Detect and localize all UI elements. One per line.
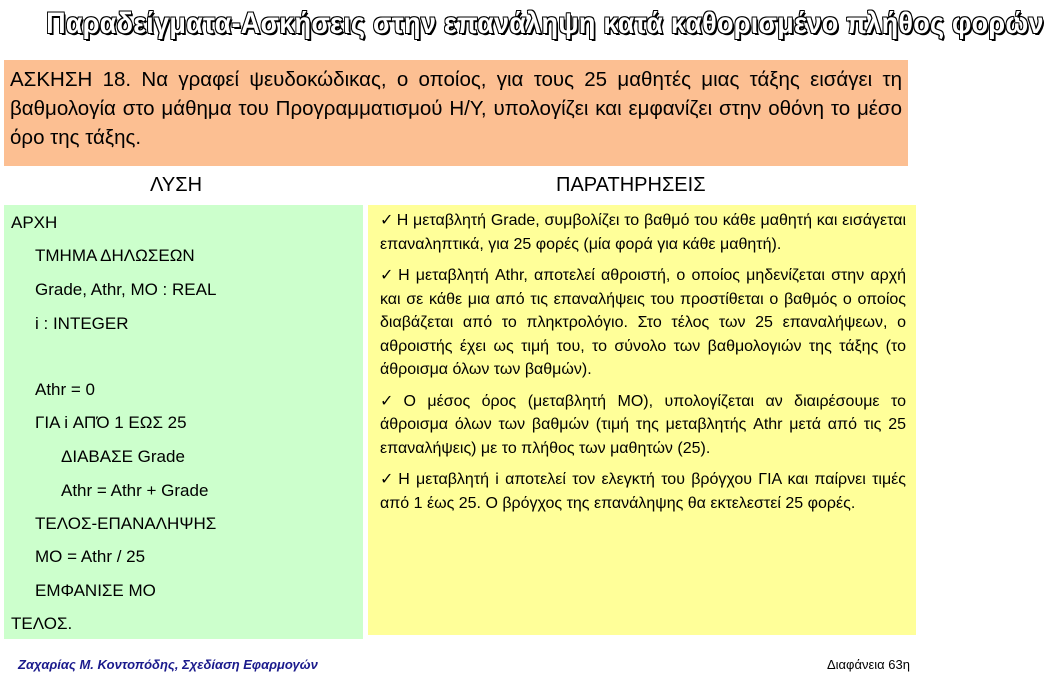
checkmark-icon: ✓ <box>380 471 396 488</box>
code-line: ΔΙΑΒΑΣΕ Grade <box>61 447 185 466</box>
note-item <box>380 209 906 256</box>
note-text: Η μεταβλητή Athr, αποτελεί αθροιστή, ο οποίος μηδενίζεται στην αρχή και σε κάθε μια από τις επαναλήψεις του προστίθεται ο βαθμός ο οποίος διαβάζεται από το πληκτρολόγιο. Στο τέλος των 25 επαναλήψεων, ο αθροιστής έχει ως τιμή του, το σύνολο των βαθμολογιών της τάξης (το άθροισμα όλων των βαθμών). <box>380 267 906 378</box>
footer-author: Ζαχαρίας Μ. Κοντοπόδης, Σχεδίαση Εφαρμογών <box>18 657 318 672</box>
note-item <box>380 390 906 461</box>
solution-panel <box>4 205 363 639</box>
slide-title: Παραδείγματα-Ασκήσεις στην επανάληψη κατά καθορισμένο πλήθος φορών <box>46 7 1044 40</box>
note-text: Ο μέσος όρος (μεταβλητή MO), υπολογίζεται αν διαιρέσουμε το άθροισμα όλων των βαθμών (τιμή της μεταβλητής Athr μετά από τις 25 επαναλήψεις) με το πλήθος των μαθητών (25). <box>380 392 907 457</box>
notes-heading: ΠΑΡΑΤΗΡΗΣΕΙΣ <box>556 174 706 196</box>
code-line: ΤΕΛΟΣ. <box>11 614 73 633</box>
checkmark-icon: ✓ <box>380 392 401 410</box>
footer-slide-number: Διαφάνεια 63η <box>826 657 910 672</box>
note-item <box>380 468 906 515</box>
note-text: Η μεταβλητή Grade, συμβολίζει το βαθμό του κάθε μαθητή και εισάγεται επαναληπτικά, για 25 φορές (μία φορά για κάθε μαθητή). <box>380 212 907 253</box>
code-line: Athr = Athr + Grade <box>61 481 209 500</box>
notes-panel <box>368 205 916 635</box>
note-text: Η μεταβλητή i αποτελεί τον ελεγκτή του βρόγχου ΓΙΑ και παίρνει τιμές από 1 έως 25. Ο βρόγχος της επανάληψης θα εκτελεστεί 25 φορές. <box>380 471 907 512</box>
checkmark-icon: ✓ <box>380 212 394 229</box>
code-line: ΑΡΧΗ <box>11 213 58 232</box>
code-line: ΤΕΛΟΣ-ΕΠΑΝΑΛΗΨΗΣ <box>35 514 217 533</box>
code-line: Grade, Athr, MO : REAL <box>35 280 217 299</box>
code-line: ΕΜΦΑΝΙΣΕ MO <box>35 581 156 600</box>
code-line: i : INTEGER <box>35 314 129 333</box>
note-item <box>380 264 906 382</box>
exercise-statement: ΑΣΚΗΣΗ 18. Να γραφεί ψευδοκώδικας, ο οποίος, για τους 25 μαθητές μιας τάξης εισάγει τη βαθμολογία στο μάθημα του Προγραμματισμού Η/Υ, υπολογίζει και εμφανίζει στην οθόνη το μέσο όρο της τάξης. <box>4 60 908 166</box>
code-line: ΤΜΗΜΑ ΔΗΛΩΣΕΩΝ <box>35 246 195 265</box>
code-line: ΓΙΑ i ΑΠΌ 1 ΕΩΣ 25 <box>35 413 187 432</box>
solution-heading: ΛΥΣΗ <box>150 174 203 196</box>
code-line: MO = Athr / 25 <box>35 547 146 566</box>
checkmark-icon: ✓ <box>380 267 396 284</box>
code-line: Athr = 0 <box>35 380 96 399</box>
